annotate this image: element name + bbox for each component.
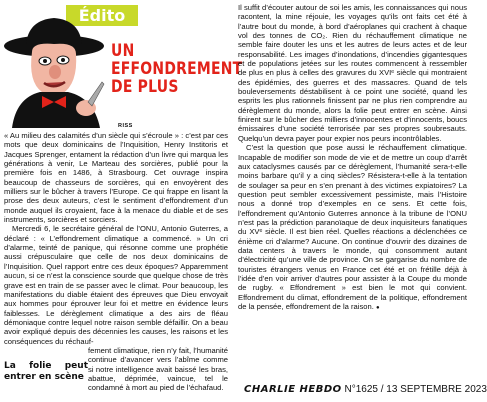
left-column: [4, 131, 228, 393]
caricature-illustration: [2, 12, 108, 128]
paragraph: [238, 143, 467, 313]
footer: [244, 383, 487, 397]
paragraph: fement climatique, rien n’y fait, l’humanité continue d’avancer vers l’abîme comme si notre intelligence avait baissé les bras, abattue, déprimée, vaincue, tel le condamné à mort au pied de l’échafaud.: [88, 345, 228, 393]
magazine-name: CHARLIE HEBDO: [244, 384, 342, 395]
headline-line: EFFONDREMENT: [111, 59, 243, 79]
illustrator-credit: RISS: [118, 123, 133, 129]
headline-line: DE PLUS: [111, 77, 179, 97]
subhead-inset: [4, 346, 228, 393]
paragraph: Il suffit d’écouter autour de soi les amis, les connaissances qui nous racontent, la mine réjouie, les voyages qu’ils ont faits cet été à l’autre bout du monde, à bord d’aéroplanes qui crachent à chaque vol des tonnes de CO₂. Rien du réchauffement climatique ne semble faire douter les uns et les autres de leurs actes et de leur responsabilité. Les images d’inondations, d’incendies gigantesques et de populations jetées sur les routes commencent à ressembler de plus en plus à celles des gravures du XVIᵉ siècle qui montraient des épidémies, des guerres et des massacres. Quand de tels bouleversements déstabilisent à ce point une société, quand les esprits les plus rationnels finissent par ne plus rien comprendre au dérèglement du monde, alors la folie peut entrer en scène. Ainsi finirent sur le bûcher des milliers d’innocentes et d’innocents, boucs émissaires d’une société terrorisée par ses propres soubresauts. Quelqu’un devra payer pour expier nos peurs incontrôlables.: [238, 3, 467, 143]
headline: [111, 41, 243, 97]
subhead: La folie peut entrer en scène: [4, 360, 88, 382]
issue-info: N°1625 / 13 SEPTEMBRE 2023: [344, 384, 487, 395]
paragraph: « Au milieu des calamités d’un siècle qui s’écroule » : c’est par ces mots que deux dominicains de l’Inquisition, Henry Institoris et Jacques Sprenger, entament la rédaction d’un livre qui marqua les générations à venir, Le Marteau des sorcières, publié pour la première fois en 1486, à Strasbourg. Cet ouvrage inspira beaucoup de chasseurs de sorcières, qui en envoyèrent des milliers sur le bûcher à travers l’Europe. Ce qui frappe en lisant la prose des deux auteurs, c’est le sentiment d’effondrement d’un monde auquel ils croyaient, face à la menace du diable et de ses instruments, sorcières et sorciers.: [4, 131, 228, 225]
right-column: [238, 3, 467, 313]
paragraph-text: C’est la question que pose aussi le réchauffement climatique. Incapable de modifier son mode de vie et de mettre un coup d’arrêt aux cataclysmes causés par ce dérèglement, l’humanité sera-t-elle moins barbare qu’il y a cinq siècles? Résistera-t-elle à la tentation de soulager sa peur en s’en prenant à des victimes expiatoires? La question peut sembler excessivement pessimiste, mais l’Histoire nous a donné trop d’exemples en ce sens. Et cette fois, l’effondrement qu’Antonio Guterres annonce à la tribune de l’ONU n’est pas la prédiction paranoïaque de deux inquisiteurs fanatiques du XVᵉ siècle. Il est bien réel. Quelles réactions a déclenchées ce énième cri d’alarme? Aucune. On continue d’ouvrir des dizaines de data centers à travers le monde, qui consomment autant d’électricité qu’une ville de province. On se gargarise du nombre de touristes étrangers venus en France cet été et on frétille déjà à l’idée d’en voir arriver d’autres pour assister à la Coupe du monde de rugby. « Effondrement » est bien le mot qui convient. Effondrement du climat, effondrement de la politique, effondrement de la pensée, effondrement de la raison.: [238, 143, 467, 311]
section-tag: Édito: [66, 5, 138, 26]
signature-mark: ●: [375, 305, 380, 311]
paragraph: Mercredi 6, le secrétaire général de l’ONU, Antonio Guterres, a déclaré : « L’effondrement climatique a commencé. » Un cri d’alarme, teinté de panique, qui résonne comme une prophétie aussi crépusculaire que celle de nos deux dominicains de l’Inquisition. Quel rapport entre ces deux époques? Apparemment aucun, si ce n’est la conscience sourde que quelque chose de très grave est en train de se passer avec le climat. Pour beaucoup, les manifestations du diable étaient des épreuves que Dieu envoyait aux hommes pour éprouver leur foi et mettre en évidence leurs faiblesses. Le dérèglement climatique a des airs de fléau démoniaque contre lequel notre raison semble défaillir. On a beau avoir expliqué depuis des décennies les causes, les raisons et les conséquences du réchauf-: [4, 224, 228, 346]
headline-line: UN: [111, 41, 135, 61]
